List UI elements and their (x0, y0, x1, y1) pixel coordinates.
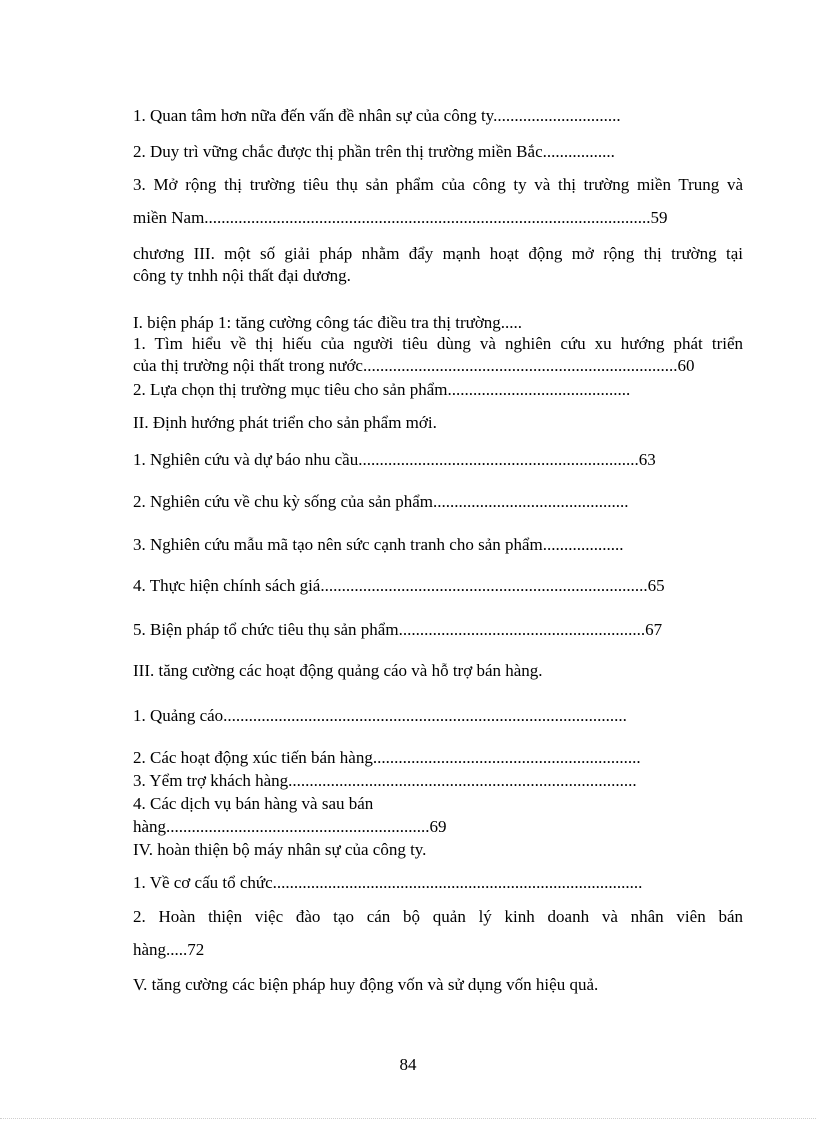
toc-entry: 3. Nghiên cứu mẫu mã tạo nên sức cạnh tranh cho sản phẩm................... (133, 535, 624, 554)
section-heading: V. tăng cường các biện pháp huy động vốn và sử dụng vốn hiệu quả. (133, 975, 599, 994)
toc-entry: miền Nam.........................................................................................................59 (133, 208, 668, 227)
toc-entry: 1. Về cơ cấu tổ chức....................................................................................... (133, 873, 643, 892)
section-heading: III. tăng cường các hoạt động quảng cáo và hỗ trợ bán hàng. (133, 661, 543, 680)
toc-entry: của thị trường nội thất trong nước..........................................................................60 (133, 356, 695, 375)
toc-entry: 2. Hoàn thiện việc đào tạo cán bộ quản lý kinh doanh và nhân viên bán (133, 907, 743, 926)
toc-entry: hàng..............................................................69 (133, 817, 447, 836)
toc-entry: 2. Các hoạt động xúc tiến bán hàng............................................................... (133, 748, 641, 767)
section-heading: I. biện pháp 1: tăng cường công tác điều tra thị trường..... (133, 313, 523, 332)
toc-entry: 3. Mở rộng thị trường tiêu thụ sản phẩm của công ty và thị trường miền Trung và (133, 175, 743, 194)
toc-entry: 2. Duy trì vững chắc được thị phần trên thị trường miền Bắc................. (133, 142, 615, 161)
page-number: 84 (399, 1055, 417, 1074)
toc-entry: 1. Quảng cáo............................................................................................... (133, 706, 627, 725)
toc-entry: 2. Lựa chọn thị trường mục tiêu cho sản phẩm........................................... (133, 380, 631, 399)
toc-entry: 2. Nghiên cứu về chu kỳ sống của sản phẩm.............................................. (133, 492, 629, 511)
section-heading: IV. hoàn thiện bộ máy nhân sự của công ty. (133, 840, 427, 859)
toc-entry: 1. Nghiên cứu và dự báo nhu cầu..................................................................63 (133, 450, 656, 469)
toc-entry: 4. Các dịch vụ bán hàng và sau bán (133, 794, 374, 813)
toc-entry: 5. Biện pháp tổ chức tiêu thụ sản phẩm..........................................................67 (133, 620, 663, 639)
section-heading: II. Định hướng phát triển cho sản phẩm mới. (133, 413, 437, 432)
toc-entry: 4. Thực hiện chính sách giá.............................................................................65 (133, 576, 665, 595)
footer-divider (0, 1118, 816, 1119)
chapter-heading: công ty tnhh nội thất đại dương. (133, 266, 351, 285)
toc-entry: 3. Yểm trợ khách hàng.................................................................................. (133, 771, 637, 790)
toc-entry: 1. Tìm hiểu về thị hiếu của người tiêu dùng và nghiên cứu xu hướng phát triển (133, 334, 743, 353)
toc-entry: hàng.....72 (133, 940, 205, 959)
chapter-heading: chương III. một số giải pháp nhằm đẩy mạnh hoạt động mở rộng thị trường tại (133, 244, 743, 263)
toc-entry: 1. Quan tâm hơn nữa đến vấn đề nhân sự của công ty.............................. (133, 106, 621, 125)
